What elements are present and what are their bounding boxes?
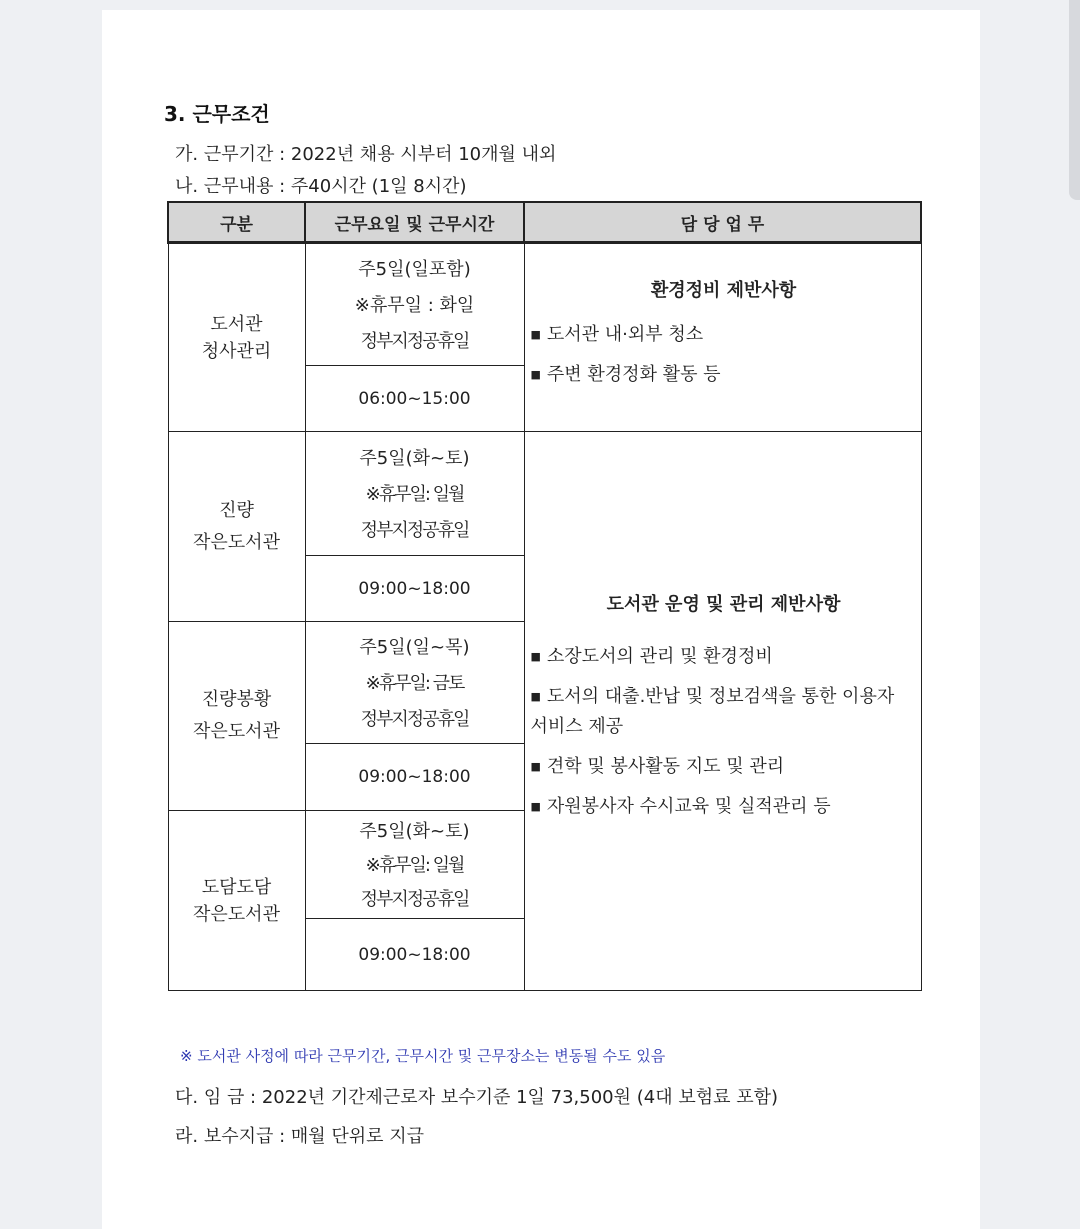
header-category: 구분 [168,202,305,243]
duties-title: 도서관 운영 및 관리 제반사항 [606,594,841,615]
bullet-icon: ■ [530,800,541,813]
category-cell: 도서관 청사관리 [168,243,305,432]
bullet-icon: ■ [530,690,541,703]
bullet-icon: ■ [530,760,541,773]
work-content-line: 나. 근무내용 : 주40시간 (1일 8시간) [175,176,467,197]
scrollbar[interactable] [1069,0,1080,200]
section-heading: 3. 근무조건 [164,102,270,126]
list-item: ■ 자원봉사자 수시교육 및 실적관리 등 [530,796,831,817]
list-item: ■ 견학 및 봉사활동 지도 및 관리 [530,756,785,777]
category-cell: 진량 작은도서관 [168,432,305,622]
category-cell: 도담도담 작은도서관 [168,811,305,991]
header-duties: 담 당 업 무 [524,202,921,243]
bullet-icon: ■ [530,327,541,341]
duties-title: 환경정비 제반사항 [650,279,797,301]
list-item: ■ 도서관 내·외부 청소 [530,323,704,345]
list-item: ■ 주변 환경정화 활동 등 [530,363,721,385]
list-item: ■ 소장도서의 관리 및 환경정비 [530,646,773,667]
wage-line: 다. 임 금 : 2022년 기간제근로자 보수기준 1일 73,500원 (4대 보험료 포함) [175,1087,778,1108]
work-period-line: 가. 근무기간 : 2022년 채용 시부터 10개월 내외 [175,144,557,165]
table-header-row [168,202,921,243]
schedule-days-cell: 주5일(화~토) ※휴무일: 일월 정부지정공휴일 [305,811,524,919]
payment-line: 라. 보수지급 : 매월 단위로 지급 [175,1126,425,1147]
schedule-days-cell: 주5일(일~목) ※휴무일: 금토 정부지정공휴일 [305,622,524,744]
schedule-time-cell: 09:00~18:00 [305,556,524,622]
list-item: ■ 도서의 대출.반납 및 정보검색을 통한 이용자 서비스 제공 [530,686,895,737]
schedule-time-cell: 09:00~18:00 [305,744,524,811]
bullet-icon: ■ [530,367,541,381]
table-row [168,243,921,366]
notice-text: ※ 도서관 사정에 따라 근무기간, 근무시간 및 근무장소는 변동될 수도 있음 [180,1047,666,1065]
duties-cell [524,432,921,991]
schedule-time-cell: 09:00~18:00 [305,919,524,991]
duties-cell [524,243,921,432]
schedule-time-cell: 06:00~15:00 [305,366,524,432]
table-row [168,432,921,556]
work-conditions-table [167,201,922,991]
schedule-days-cell: 주5일(일포함) ※휴무일 : 화일 정부지정공휴일 [305,243,524,366]
header-schedule: 근무요일 및 근무시간 [305,202,524,243]
category-cell: 진량봉황 작은도서관 [168,622,305,811]
schedule-days-cell: 주5일(화~토) ※휴무일: 일월 정부지정공휴일 [305,432,524,556]
bullet-icon: ■ [530,650,541,663]
